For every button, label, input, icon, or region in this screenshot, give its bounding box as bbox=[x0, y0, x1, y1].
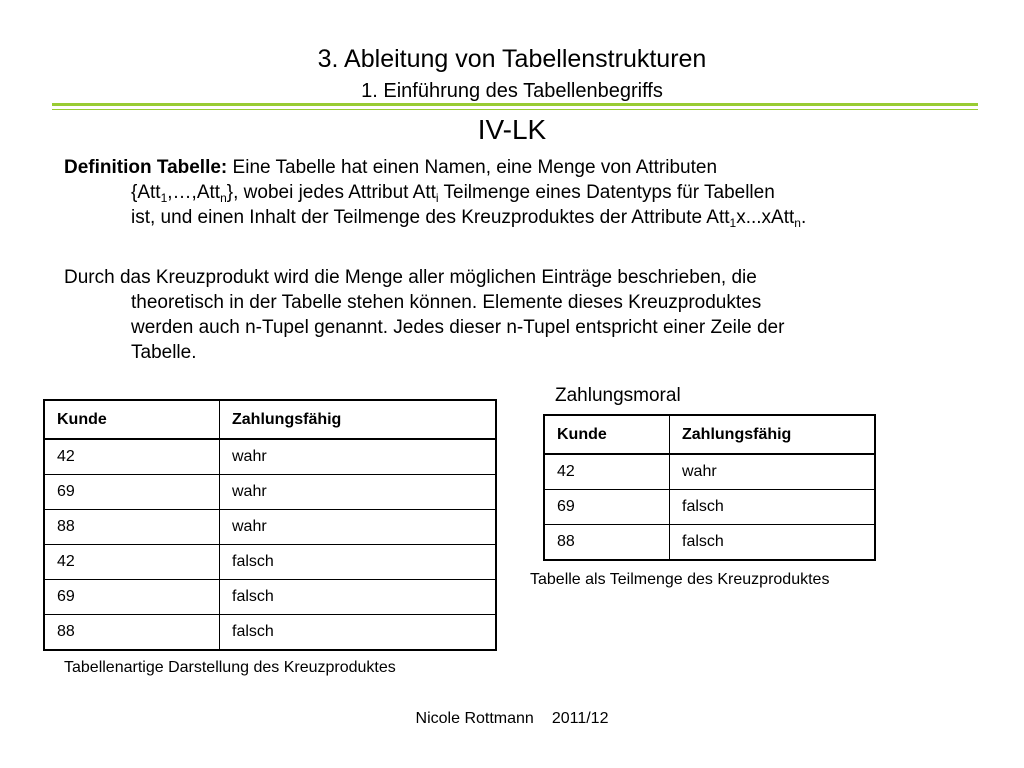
table-cell: 69 bbox=[44, 475, 220, 510]
cross-product-table bbox=[43, 399, 497, 651]
definition-text: ist, und einen Inhalt der Teilmenge des Kreuzproduktes der Attribute Att bbox=[131, 207, 730, 228]
table-cell: falsch bbox=[220, 615, 497, 651]
footer-date: 2011/12 bbox=[551, 710, 609, 727]
table-row bbox=[544, 525, 875, 561]
subscript: n bbox=[220, 191, 227, 205]
table-cell: 42 bbox=[44, 439, 220, 475]
subscript: 1 bbox=[160, 191, 168, 205]
table-cell: 69 bbox=[544, 490, 670, 525]
table-header-row bbox=[544, 415, 875, 454]
definition-line-3 bbox=[64, 205, 964, 230]
cross-product-paragraph bbox=[64, 265, 964, 365]
table-header-row bbox=[44, 400, 496, 439]
table-row bbox=[44, 580, 496, 615]
table-row bbox=[544, 490, 875, 525]
subscript: 1 bbox=[729, 216, 737, 230]
subscript: n bbox=[794, 216, 801, 230]
table-row bbox=[44, 545, 496, 580]
subset-table bbox=[543, 414, 876, 561]
table-row bbox=[44, 439, 496, 475]
slide-footer bbox=[0, 709, 1024, 729]
title-divider-thick bbox=[52, 103, 978, 106]
slide-subtitle: 1. Einführung des Tabellenbegriffs bbox=[361, 80, 663, 102]
definition-line-2 bbox=[64, 180, 964, 205]
table-header-cell: Zahlungsfähig bbox=[220, 400, 497, 439]
table-cell: 88 bbox=[544, 525, 670, 561]
table-cell: 42 bbox=[544, 454, 670, 490]
table-cell: 42 bbox=[44, 545, 220, 580]
subset-caption: Tabelle als Teilmenge des Kreuzproduktes bbox=[530, 571, 830, 588]
definition-text: Teilmenge eines Datentyps für Tabellen bbox=[438, 182, 775, 203]
subset-table-title: Zahlungsmoral bbox=[555, 385, 681, 406]
table-cell: falsch bbox=[670, 490, 876, 525]
title-divider-thin bbox=[52, 109, 978, 110]
definition-text: ,…,Att bbox=[167, 182, 221, 203]
subscript: i bbox=[435, 191, 439, 205]
definition-text: x...xAtt bbox=[736, 207, 795, 228]
slide-title: 3. Ableitung von Tabellenstrukturen bbox=[317, 45, 707, 73]
table-row bbox=[44, 475, 496, 510]
table-row bbox=[544, 454, 875, 490]
table-cell: wahr bbox=[670, 454, 876, 490]
table-header-cell: Kunde bbox=[44, 400, 220, 439]
paragraph-line-3: werden auch n-Tupel genannt. Jedes dieser n-Tupel entspricht einer Zeile der bbox=[131, 317, 785, 338]
table-cell: 88 bbox=[44, 615, 220, 651]
table-cell: 69 bbox=[44, 580, 220, 615]
table-cell: falsch bbox=[220, 545, 497, 580]
course-label: IV-LK bbox=[477, 114, 547, 145]
definition-text: . bbox=[800, 207, 807, 228]
paragraph-line-1: Durch das Kreuzprodukt wird die Menge aller möglichen Einträge beschrieben, die bbox=[64, 267, 757, 288]
table-row bbox=[44, 615, 496, 651]
footer-author: Nicole Rottmann bbox=[415, 710, 534, 727]
table-header-cell: Kunde bbox=[544, 415, 670, 454]
table-cell: wahr bbox=[220, 475, 497, 510]
definition-paragraph bbox=[64, 155, 964, 230]
definition-label: Definition Tabelle: bbox=[64, 157, 228, 178]
definition-text: Eine Tabelle hat einen Namen, eine Menge von Attributen bbox=[227, 157, 718, 178]
table-cell: falsch bbox=[220, 580, 497, 615]
paragraph-line-2: theoretisch in der Tabelle stehen können. Elemente dieses Kreuzproduktes bbox=[131, 292, 762, 313]
table-header-cell: Zahlungsfähig bbox=[670, 415, 876, 454]
cross-product-caption: Tabellenartige Darstellung des Kreuzproduktes bbox=[64, 659, 396, 676]
paragraph-line-4: Tabelle. bbox=[131, 342, 197, 363]
table-row bbox=[44, 510, 496, 545]
table-cell: wahr bbox=[220, 439, 497, 475]
definition-text: {Att bbox=[131, 182, 161, 203]
table-cell: falsch bbox=[670, 525, 876, 561]
table-cell: wahr bbox=[220, 510, 497, 545]
definition-text: }, wobei jedes Attribut Att bbox=[226, 182, 436, 203]
table-cell: 88 bbox=[44, 510, 220, 545]
